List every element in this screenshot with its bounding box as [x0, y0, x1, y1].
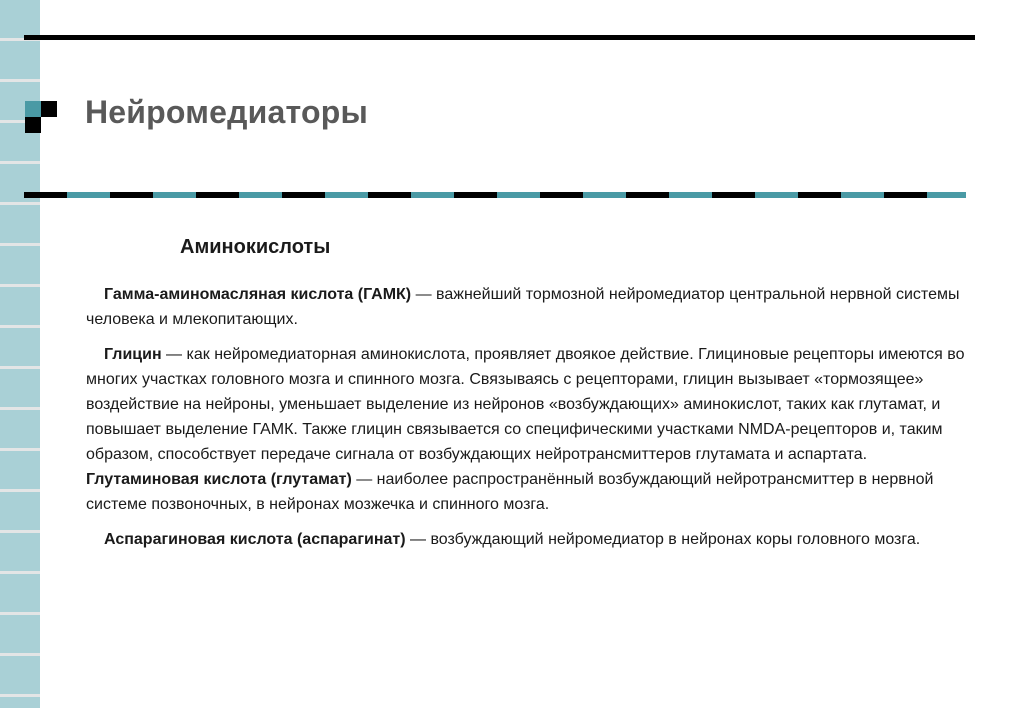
paragraph-glutamate	[86, 467, 966, 517]
term: Глутаминовая кислота (глутамат)	[86, 471, 352, 488]
title-square-icon	[25, 101, 57, 133]
body-text	[86, 282, 966, 562]
paragraph-aspartate	[86, 527, 966, 552]
definition: — важнейший тормозной нейромедиатор центральной нервной системы человека и млекопитающих.	[86, 286, 960, 328]
definition: — как нейромедиаторная аминокислота, проявляет двоякое действие. Глициновые рецепторы имеются во многих участках головного мозга и спинного мозга. Связываясь с рецепторами, глицин вызывает «тормозящее» воздействие на нейроны, уменьшает выделение из нейронов «возбуждающих» аминокислот, таких как глутамат, и повышает выделение ГАМК. Также глицин связывается со специфическими участками NMDA-рецепторов и, таким образом, способствует передаче сигнала от возбуждающих нейротрансмиттеров глутамата и аспартата.	[86, 346, 965, 463]
definition: — наиболее распространённый возбуждающий нейротрансмиттер в нервной системе позвоночных, в нейронах мозжечка и спинного мозга.	[86, 471, 934, 513]
term: Глицин	[104, 346, 162, 363]
square-segment	[25, 117, 41, 133]
slide-title: Нейромедиаторы	[85, 94, 368, 130]
paragraph-gaba	[86, 282, 966, 332]
top-rule	[24, 35, 975, 40]
term: Аспарагиновая кислота (аспарагинат)	[104, 531, 406, 548]
term: Гамма-аминомасляная кислота (ГАМК)	[104, 286, 412, 303]
definition: — возбуждающий нейромедиатор в нейронах коры головного мозга.	[405, 531, 921, 548]
square-segment	[41, 117, 57, 133]
square-segment	[41, 101, 57, 117]
square-segment	[25, 101, 41, 117]
paragraph-glycine	[86, 342, 966, 467]
title-rule	[24, 192, 966, 198]
section-heading: Аминокислоты	[180, 236, 331, 258]
